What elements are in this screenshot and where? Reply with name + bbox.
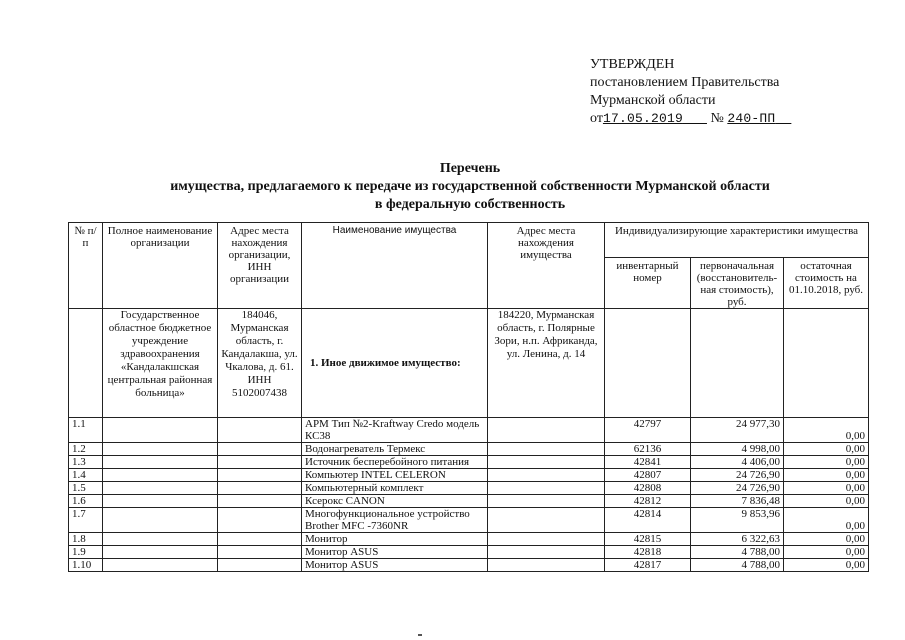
row-num: 1.8 xyxy=(69,533,103,546)
row-address-empty xyxy=(218,546,302,559)
property-address: 184220, Мурманская область, г. Полярные Зори, н.п. Африканда, ул. Ленина, д. 14 xyxy=(488,309,605,418)
title-line-3: в федеральную собственность xyxy=(374,197,566,212)
row-num: 1.7 xyxy=(69,508,103,533)
header-property-address: Адрес места нахождения имущества xyxy=(488,223,605,309)
header-inventory: инвентарный номер xyxy=(605,258,691,309)
row-inventory: 42815 xyxy=(605,533,691,546)
row-address-empty xyxy=(218,469,302,482)
property-table xyxy=(68,222,869,572)
row-residual-cost: 0,00 xyxy=(784,418,869,443)
title-line-2: имущества, предлагаемого к передаче из государственной собственности Мурманской области xyxy=(170,179,770,194)
row-prop-address-empty xyxy=(488,559,605,572)
row-num: 1.3 xyxy=(69,456,103,469)
org-name: Государственное областное бюджетное учреждение здравоохранения «Кандалакшская центральная районная больница» xyxy=(103,309,218,418)
row-prop-address-empty xyxy=(488,469,605,482)
row-prop-address-empty xyxy=(488,418,605,443)
row-inventory: 42808 xyxy=(605,482,691,495)
row-address-empty xyxy=(218,495,302,508)
row-initial-cost: 4 406,00 xyxy=(691,456,784,469)
title-line-1: Перечень xyxy=(439,161,501,176)
header-property-name: Наименование имущества xyxy=(302,223,488,309)
row-inventory: 42814 xyxy=(605,508,691,533)
table-row xyxy=(69,495,869,508)
row-initial-cost: 7 836,48 xyxy=(691,495,784,508)
row-org-empty xyxy=(103,546,218,559)
row-initial-cost: 24 726,90 xyxy=(691,469,784,482)
table-row xyxy=(69,418,869,443)
number-prefix: № xyxy=(710,111,724,126)
row-org-empty xyxy=(103,559,218,572)
row-org-empty xyxy=(103,482,218,495)
row-prop-address-empty xyxy=(488,533,605,546)
row-residual-cost: 0,00 xyxy=(784,508,869,533)
row-name: АРМ Тип №2-Kraftway Credo модель КС38 xyxy=(302,418,488,443)
row-address-empty xyxy=(218,559,302,572)
org-address: 184046, Мурманская область, г. Кандалакша, ул. Чкалова, д. 61. ИНН 5102007438 xyxy=(218,309,302,418)
row-num: 1.4 xyxy=(69,469,103,482)
row-name: Компьютер INTEL CELERON xyxy=(302,469,488,482)
row-prop-address-empty xyxy=(488,495,605,508)
table-row xyxy=(69,508,869,533)
organization-row xyxy=(69,309,869,418)
table-row xyxy=(69,469,869,482)
row-inventory: 62136 xyxy=(605,443,691,456)
table-row xyxy=(69,533,869,546)
row-inventory: 42841 xyxy=(605,456,691,469)
header-num: № п/п xyxy=(69,223,103,309)
row-name: Монитор xyxy=(302,533,488,546)
date-prefix: от xyxy=(590,111,603,126)
row-num: 1.5 xyxy=(69,482,103,495)
row-inventory: 42807 xyxy=(605,469,691,482)
row-inventory: 42797 xyxy=(605,418,691,443)
row-residual-cost: 0,00 xyxy=(784,495,869,508)
decree-number: 240-ПП xyxy=(727,111,776,126)
row-address-empty xyxy=(218,533,302,546)
row-address-empty xyxy=(218,418,302,443)
row-num: 1.6 xyxy=(69,495,103,508)
table-row xyxy=(69,559,869,572)
row-org-empty xyxy=(103,495,218,508)
row-prop-address-empty xyxy=(488,482,605,495)
row-residual-cost: 0,00 xyxy=(784,559,869,572)
row-org-empty xyxy=(103,456,218,469)
row-prop-address-empty xyxy=(488,508,605,533)
row-num: 1.1 xyxy=(69,418,103,443)
row-prop-address-empty xyxy=(488,456,605,469)
row-residual-cost: 0,00 xyxy=(784,482,869,495)
approval-region: Мурманской области xyxy=(590,93,716,108)
table-row xyxy=(69,443,869,456)
row-residual-cost: 0,00 xyxy=(784,546,869,559)
row-name: Многофункциональное устройство Brother MFC -7360NR xyxy=(302,508,488,533)
row-org-empty xyxy=(103,508,218,533)
row-inventory: 42817 xyxy=(605,559,691,572)
header-characteristics: Индивидуализирующие характеристики имущества xyxy=(605,223,869,258)
header-residual-cost: остаточная стоимость на 01.10.2018, руб. xyxy=(784,258,869,309)
row-address-empty xyxy=(218,508,302,533)
row-name: Компьютерный комплект xyxy=(302,482,488,495)
row-name: Водонагреватель Термекс xyxy=(302,443,488,456)
row-name: Монитор ASUS xyxy=(302,546,488,559)
row-name: Ксерокс CANON xyxy=(302,495,488,508)
row-initial-cost: 4 788,00 xyxy=(691,546,784,559)
row-residual-cost: 0,00 xyxy=(784,469,869,482)
approval-stamp xyxy=(590,56,791,128)
row-address-empty xyxy=(218,482,302,495)
row-initial-cost: 4 998,00 xyxy=(691,443,784,456)
row-num: 1.2 xyxy=(69,443,103,456)
table-row xyxy=(69,546,869,559)
scan-mark xyxy=(418,634,422,636)
row-inventory: 42812 xyxy=(605,495,691,508)
approval-heading: УТВЕРЖДЕН xyxy=(590,57,675,72)
row-residual-cost: 0,00 xyxy=(784,443,869,456)
row-name: Источник бесперебойного питания xyxy=(302,456,488,469)
row-org-empty xyxy=(103,533,218,546)
row-initial-cost: 24 726,90 xyxy=(691,482,784,495)
table-row xyxy=(69,482,869,495)
row-residual-cost: 0,00 xyxy=(784,533,869,546)
header-org-address: Адрес места нахождения организации, ИНН организации xyxy=(218,223,302,309)
row-name: Монитор ASUS xyxy=(302,559,488,572)
row-num: 1.9 xyxy=(69,546,103,559)
approval-decree: постановлением Правительства xyxy=(590,75,780,90)
row-initial-cost: 6 322,63 xyxy=(691,533,784,546)
document-title xyxy=(70,160,870,214)
row-num: 1.10 xyxy=(69,559,103,572)
row-prop-address-empty xyxy=(488,546,605,559)
header-initial-cost: первоначальная (восстановитель-ная стоимость), руб. xyxy=(691,258,784,309)
row-address-empty xyxy=(218,456,302,469)
decree-date: 17.05.2019 xyxy=(602,111,683,126)
row-address-empty xyxy=(218,443,302,456)
row-residual-cost: 0,00 xyxy=(784,456,869,469)
row-org-empty xyxy=(103,443,218,456)
approval-date-line xyxy=(590,110,791,128)
row-prop-address-empty xyxy=(488,443,605,456)
row-org-empty xyxy=(103,469,218,482)
header-org-name: Полное наименование организации xyxy=(103,223,218,309)
table-row xyxy=(69,456,869,469)
row-initial-cost: 9 853,96 xyxy=(691,508,784,533)
row-initial-cost: 24 977,30 xyxy=(691,418,784,443)
row-inventory: 42818 xyxy=(605,546,691,559)
row-org-empty xyxy=(103,418,218,443)
row-initial-cost: 4 788,00 xyxy=(691,559,784,572)
property-category: 1. Иное движимое имущество: xyxy=(302,309,488,418)
